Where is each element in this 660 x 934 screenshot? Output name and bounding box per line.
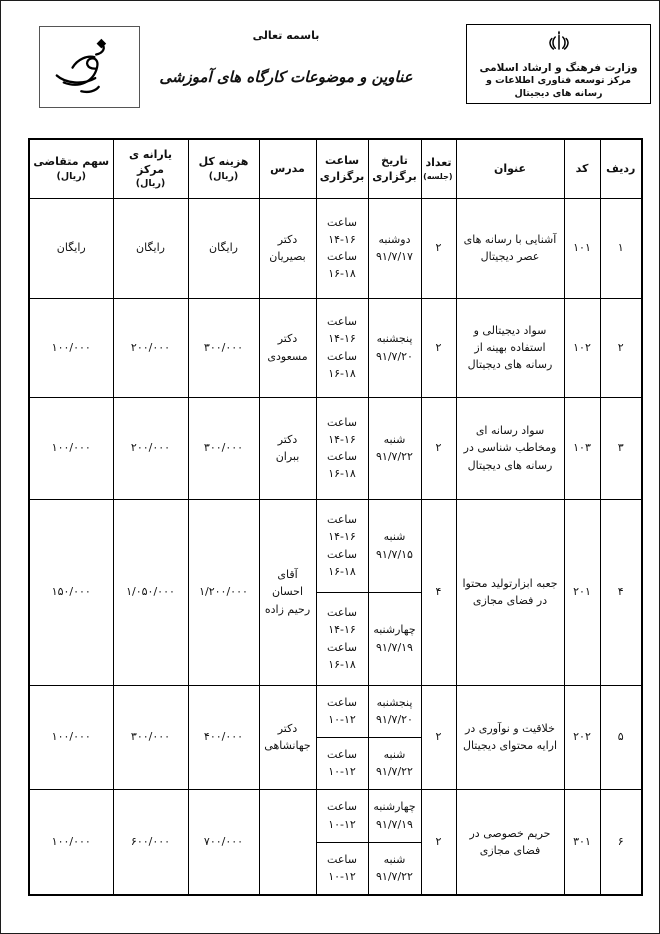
subsidy-cell: ۶۰۰/۰۰۰ xyxy=(113,789,188,895)
table-row xyxy=(29,499,642,592)
title-cell: خلاقیت و نوآوری در ارایه محتوای دیجیتال xyxy=(456,685,564,789)
session-time-cell: ساعت ۱۴-۱۶ ساعت ۱۶-۱۸ xyxy=(316,499,368,592)
subsidy-cell: ۱/۰۵۰/۰۰۰ xyxy=(113,499,188,685)
subsidy-cell: ۲۰۰/۰۰۰ xyxy=(113,298,188,397)
row-number-cell: ۶ xyxy=(600,789,642,895)
applicant-share-cell: رایگان xyxy=(29,198,113,298)
header-instructor: مدرس xyxy=(259,139,316,198)
header-total-cost: هزینه کل (ریال) xyxy=(188,139,259,198)
header-code: کد xyxy=(564,139,600,198)
document-heading xyxy=(151,29,421,86)
session-time-cell: ساعت ۱۰-۱۲ xyxy=(316,789,368,842)
session-date-cell: پنجشنبه ۹۱/۷/۲۰ xyxy=(368,298,421,397)
code-cell: ۱۰۳ xyxy=(564,397,600,499)
total-cost-cell: رایگان xyxy=(188,198,259,298)
session-count-cell: ۲ xyxy=(421,298,456,397)
table-row xyxy=(29,198,642,298)
row-number-cell: ۱ xyxy=(600,198,642,298)
page-title: عناوین و موضوعات کارگاه های آموزشی xyxy=(159,68,413,86)
session-time-cell: ساعت ۱۰-۱۲ xyxy=(316,685,368,737)
total-cost-cell: ۳۰۰/۰۰۰ xyxy=(188,397,259,499)
total-cost-cell: ۴۰۰/۰۰۰ xyxy=(188,685,259,789)
title-cell: سواد رسانه ای ومخاطب شناسی در رسانه های دیجیتال xyxy=(456,397,564,499)
title-cell: جعبه ابزارتولید محتوا در فضای مجازی xyxy=(456,499,564,685)
instructor-cell: دکتر بصیریان xyxy=(259,198,316,298)
session-date-cell: شنبه ۹۱/۷/۲۲ xyxy=(368,397,421,499)
session-date-cell: چهارشنبه ۹۱/۷/۱۹ xyxy=(368,789,421,842)
instructor-cell: دکتر جهانشاهی xyxy=(259,685,316,789)
session-date-cell: دوشنبه ۹۱/۷/۱۷ xyxy=(368,198,421,298)
applicant-share-cell: ۱۰۰/۰۰۰ xyxy=(29,397,113,499)
applicant-share-cell: ۱۰۰/۰۰۰ xyxy=(29,789,113,895)
applicant-share-cell: ۱۰۰/۰۰۰ xyxy=(29,685,113,789)
total-cost-cell: ۳۰۰/۰۰۰ xyxy=(188,298,259,397)
ministry-name: وزارت فرهنگ و ارشاد اسلامی xyxy=(479,61,638,74)
session-time-cell: ساعت ۱۴-۱۶ ساعت ۱۶-۱۸ xyxy=(316,198,368,298)
header-title: عنوان xyxy=(456,139,564,198)
code-cell: ۱۰۲ xyxy=(564,298,600,397)
festival-calligraphy-icon xyxy=(46,30,134,104)
center-name: مرکز توسعه فناوری اطلاعات و رسانه های دیجیتال xyxy=(485,74,632,99)
table-header-row xyxy=(29,139,642,198)
applicant-share-cell: ۱۰۰/۰۰۰ xyxy=(29,298,113,397)
table-row xyxy=(29,789,642,842)
session-date-cell: شنبه ۹۱/۷/۱۵ xyxy=(368,499,421,592)
instructor-cell: دکتر مسعودی xyxy=(259,298,316,397)
ministry-header-box xyxy=(466,24,651,104)
instructor-cell xyxy=(259,789,316,895)
workshops-table xyxy=(28,138,643,896)
header-center-subsidy: یارانه ی مرکز (ریال) xyxy=(113,139,188,198)
header-applicant-share: سهم متقاضی (ریال) xyxy=(29,139,113,198)
table-row xyxy=(29,298,642,397)
subsidy-cell: رایگان xyxy=(113,198,188,298)
title-cell: سواد دیجیتالی و استفاده بهینه از رسانه های دیجیتال xyxy=(456,298,564,397)
row-number-cell: ۳ xyxy=(600,397,642,499)
header-row-number: ردیف xyxy=(600,139,642,198)
session-time-cell: ساعت ۱۴-۱۶ ساعت ۱۶-۱۸ xyxy=(316,397,368,499)
iran-emblem-icon xyxy=(544,28,574,59)
instructor-cell: آقای احسان رحیم زاده xyxy=(259,499,316,685)
session-count-cell: ۲ xyxy=(421,789,456,895)
title-cell: آشنایی با رسانه های عصر دیجیتال xyxy=(456,198,564,298)
row-number-cell: ۵ xyxy=(600,685,642,789)
session-count-cell: ۲ xyxy=(421,685,456,789)
instructor-cell: دکتر ببران xyxy=(259,397,316,499)
title-cell: حریم خصوصی در فضای مجازی xyxy=(456,789,564,895)
code-cell: ۲۰۲ xyxy=(564,685,600,789)
total-cost-cell: ۱/۲۰۰/۰۰۰ xyxy=(188,499,259,685)
session-count-cell: ۲ xyxy=(421,198,456,298)
session-count-cell: ۲ xyxy=(421,397,456,499)
session-count-cell: ۴ xyxy=(421,499,456,685)
session-time-cell: ساعت ۱۰-۱۲ xyxy=(316,737,368,789)
code-cell: ۱۰۱ xyxy=(564,198,600,298)
row-number-cell: ۲ xyxy=(600,298,642,397)
header-session-count: تعداد (جلسه) xyxy=(421,139,456,198)
applicant-share-cell: ۱۵۰/۰۰۰ xyxy=(29,499,113,685)
session-time-cell: ساعت ۱۰-۱۲ xyxy=(316,842,368,895)
table-row xyxy=(29,685,642,737)
festival-logo-box xyxy=(39,26,140,108)
total-cost-cell: ۷۰۰/۰۰۰ xyxy=(188,789,259,895)
table-row xyxy=(29,397,642,499)
session-date-cell: شنبه ۹۱/۷/۲۲ xyxy=(368,842,421,895)
header-time: ساعت برگزاری xyxy=(316,139,368,198)
bismillah-text: باسمه تعالی xyxy=(252,29,320,42)
session-date-cell: شنبه ۹۱/۷/۲۲ xyxy=(368,737,421,789)
session-time-cell: ساعت ۱۴-۱۶ ساعت ۱۶-۱۸ xyxy=(316,592,368,685)
subsidy-cell: ۳۰۰/۰۰۰ xyxy=(113,685,188,789)
subsidy-cell: ۲۰۰/۰۰۰ xyxy=(113,397,188,499)
code-cell: ۲۰۱ xyxy=(564,499,600,685)
session-date-cell: پنجشنبه ۹۱/۷/۲۰ xyxy=(368,685,421,737)
session-time-cell: ساعت ۱۴-۱۶ ساعت ۱۶-۱۸ xyxy=(316,298,368,397)
row-number-cell: ۴ xyxy=(600,499,642,685)
header-date: تاریخ برگزاری xyxy=(368,139,421,198)
code-cell: ۳۰۱ xyxy=(564,789,600,895)
session-date-cell: چهارشنبه ۹۱/۷/۱۹ xyxy=(368,592,421,685)
